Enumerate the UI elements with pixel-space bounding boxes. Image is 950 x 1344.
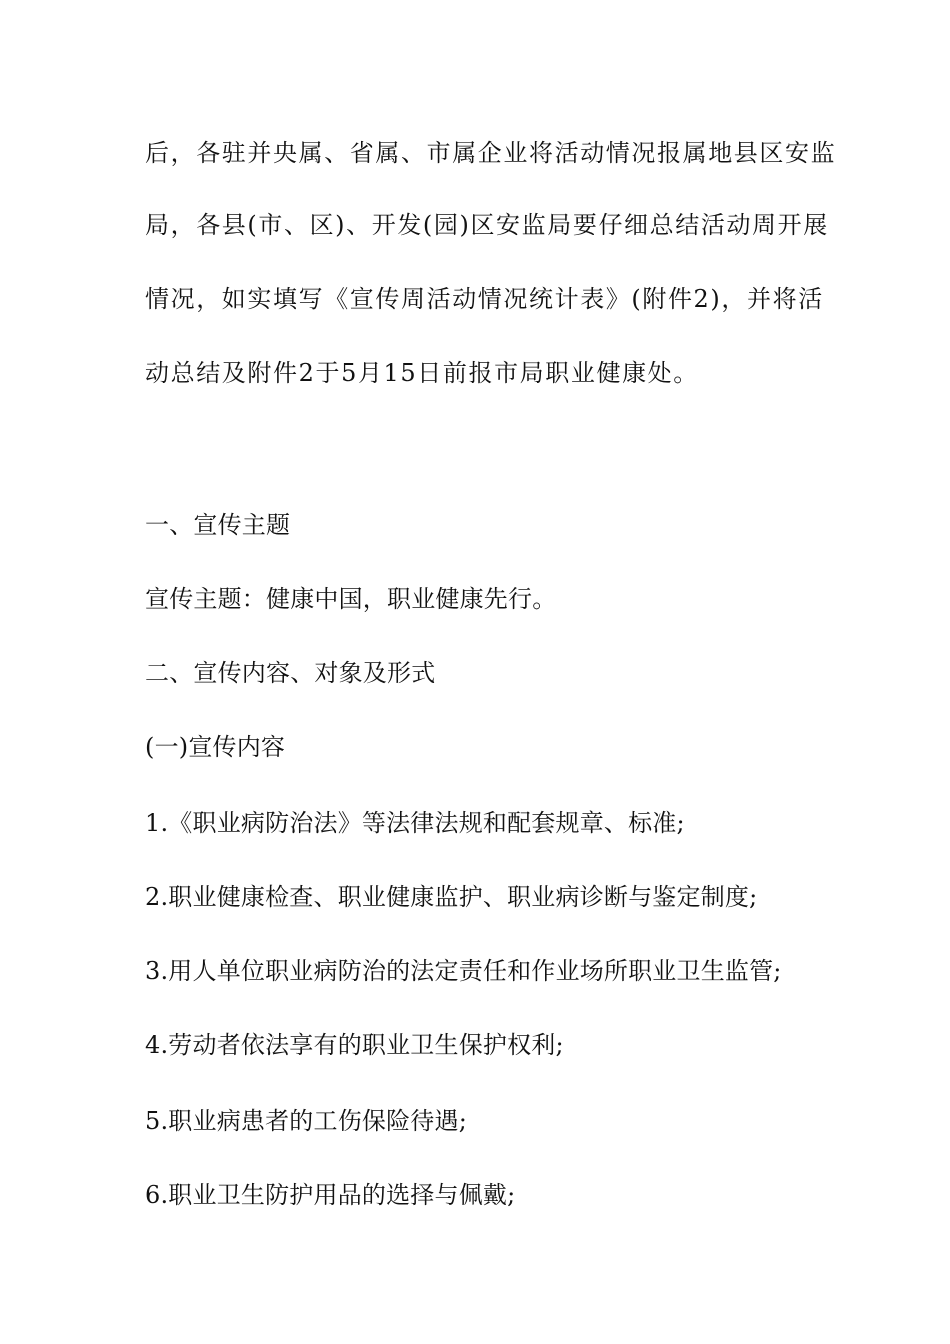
list-item: 2.职业健康检查、职业健康监护、职业病诊断与鉴定制度; bbox=[145, 883, 758, 911]
list-item: 5.职业病患者的工伤保险待遇; bbox=[145, 1107, 467, 1135]
section-heading-content: 二、宣传内容、对象及形式 bbox=[145, 659, 436, 687]
list-item: 3.用人单位职业病防治的法定责任和作业场所职业卫生监管; bbox=[145, 957, 782, 985]
section-heading-theme: 一、宣传主题 bbox=[145, 511, 291, 539]
paragraph-line: 局，各县(市、区)、开发(园)区安监局要仔细总结活动周开展 bbox=[145, 211, 829, 239]
paragraph-line: 后，各驻并央属、省属、市属企业将活动情况报属地县区安监 bbox=[145, 139, 837, 167]
list-item: 6.职业卫生防护用品的选择与佩戴; bbox=[145, 1181, 516, 1209]
paragraph-line: 情况，如实填写《宣传周活动情况统计表》(附件2)，并将活 bbox=[145, 285, 824, 313]
list-item: 1.《职业病防治法》等法律法规和配套规章、标准; bbox=[145, 809, 685, 837]
paragraph-line: 动总结及附件2于5月15日前报市局职业健康处。 bbox=[145, 359, 699, 387]
subsection-heading: (一)宣传内容 bbox=[145, 733, 286, 761]
list-item: 4.劳动者依法享有的职业卫生保护权利; bbox=[145, 1031, 564, 1059]
theme-text: 宣传主题：健康中国，职业健康先行。 bbox=[145, 585, 557, 613]
